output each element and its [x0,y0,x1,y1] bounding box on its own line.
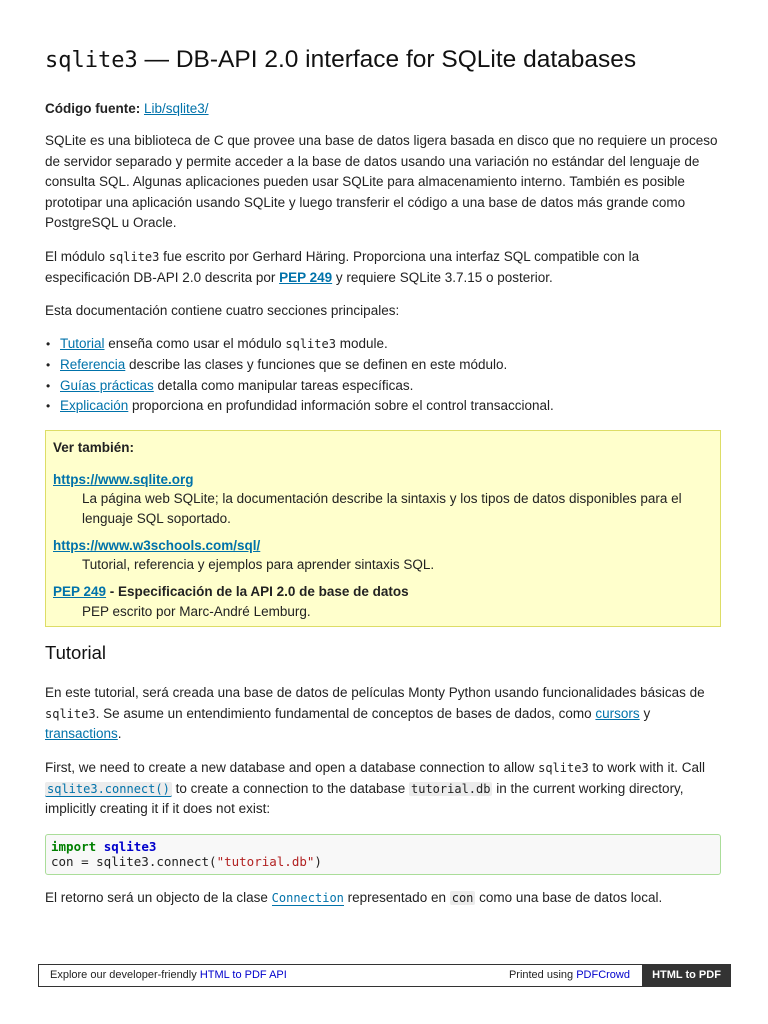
code-string: "tutorial.db" [216,854,315,869]
see-also-heading: Ver también: [53,440,135,455]
list-item [45,396,723,417]
paragraph-text: y [639,705,651,721]
pdfcrowd-link[interactable]: PDFCrowd [576,969,630,981]
list-item [45,334,723,355]
see-also-entry [53,470,194,490]
paragraph-text: in the current working directory, implicitly creating it if it does not exist: [45,780,684,816]
sections-intro: Esta documentación contiene cuatro secciones principales: [45,303,400,318]
module-text-1: El módulo [45,249,109,264]
paragraph-text: to work with it. Call [588,760,705,775]
paragraph-text: First, we need to create a new database and open a database connection to allow [45,760,539,775]
module-paragraph [45,247,723,288]
html-to-pdf-button[interactable]: HTML to PDF [642,964,731,987]
tutorial-link[interactable]: Tutorial [60,336,105,351]
source-line [45,99,723,120]
code-text: con = sqlite3.connect( [51,854,217,869]
page-title [45,46,636,74]
see-also-box [45,430,721,627]
see-also-entry [53,582,409,602]
inline-code: sqlite3 [538,761,589,775]
list-item [45,376,723,397]
explanation-link[interactable]: Explicación [60,398,129,414]
source-label: Código fuente: [45,101,141,116]
tutorial-paragraph-1 [45,683,723,745]
list-item-text: describe las clases y funciones que se definen en este módulo. [125,356,508,372]
code-module-name: sqlite3 [103,839,157,854]
pep-249-see-also-link[interactable]: PEP 249 [53,584,107,599]
code-keyword: import [51,839,97,854]
sqlite-org-link[interactable]: https://www.sqlite.org [53,472,194,487]
list-item-code: sqlite3 [285,337,336,351]
module-text-3: y requiere SQLite 3.7.15 o posterior. [332,269,553,285]
paragraph-text: to create a connection to the database [171,780,409,796]
paragraph-text: . [117,726,122,741]
list-item [45,355,723,376]
sections-list [45,334,723,417]
sqlite3-connect-link[interactable]: sqlite3.connect() [47,781,170,796]
transactions-link[interactable]: transactions [45,726,118,741]
module-text-2: fue escrito por Gerhard Häring. Proporciona una interfaz SQL compatible con la especificación DB-API 2.0 descrita por [45,249,640,285]
list-item-text: detalla como manipular tareas específicas. [153,377,414,393]
footer-left [50,969,287,981]
inline-code: sqlite3 [45,706,96,721]
code-block [45,834,721,875]
reference-link[interactable]: Referencia [60,356,126,372]
footer-text: Explore our developer-friendly [50,969,200,981]
title-module-code: sqlite3 [45,48,138,73]
inline-code: con [451,891,474,905]
list-item-text: enseña como usar el módulo [104,336,286,351]
html-to-pdf-api-link[interactable]: HTML to PDF API [199,969,287,981]
howto-link[interactable]: Guías prácticas [60,377,154,393]
pep-249-link[interactable]: PEP 249 [279,269,333,285]
intro-paragraph: SQLite es una biblioteca de C que provee una base de datos ligera basada en disco que no requiere un proceso de servidor separado y permite acceder a la base de datos usando una variación no estándar del lenguaje de consulta SQL. Algunas aplicaciones pueden usar SQLite para almacenamiento interno. También es posible prototipar una aplicación usando SQLite y luego transferir el código a una base de datos más grande como PostgreSQL u Oracle. [45,133,718,230]
w3schools-link[interactable]: https://www.w3schools.com/sql/ [53,538,261,553]
paragraph-text: . Se asume un entendimiento fundamental de conceptos de bases de dados, como [95,705,596,721]
title-text: — DB-API 2.0 interface for SQLite databases [137,46,637,73]
see-also-entry [53,536,260,556]
list-item-text: proporciona en profundidad información sobre el control transaccional. [128,398,554,414]
tutorial-paragraph-2 [45,758,723,820]
list-item-text: module. [335,336,388,351]
module-code: sqlite3 [108,250,160,264]
paragraph-text: como una base de datos local. [475,890,663,905]
pep-249-title: - Especificación de la API 2.0 de base de datos [106,584,409,599]
cursors-link[interactable]: cursors [595,705,640,721]
footer-mid [509,969,630,981]
footer-text: Printed using [508,969,577,981]
paragraph-text: representado en [343,890,450,905]
see-also-description: La página web SQLite; la documentación describe la sintaxis y los tipos de datos disponibles para el lenguaje SQL soportado. [82,491,682,526]
tutorial-heading: Tutorial [45,642,107,663]
print-footer [38,964,731,987]
see-also-description: PEP escrito por Marc-André Lemburg. [82,604,311,619]
paragraph-text: El retorno será un objecto de la clase [45,890,272,905]
connection-class-link[interactable]: Connection [271,891,344,905]
source-link[interactable]: Lib/sqlite3/ [144,101,209,116]
see-also-description: Tutorial, referencia y ejemplos para aprender sintaxis SQL. [82,557,435,572]
tutorial-paragraph-3 [45,888,723,909]
code-text: ) [314,854,322,869]
inline-code: tutorial.db [411,781,491,796]
paragraph-text: En este tutorial, será creada una base de datos de películas Monty Python usando funcionalidades básicas de [45,685,705,700]
